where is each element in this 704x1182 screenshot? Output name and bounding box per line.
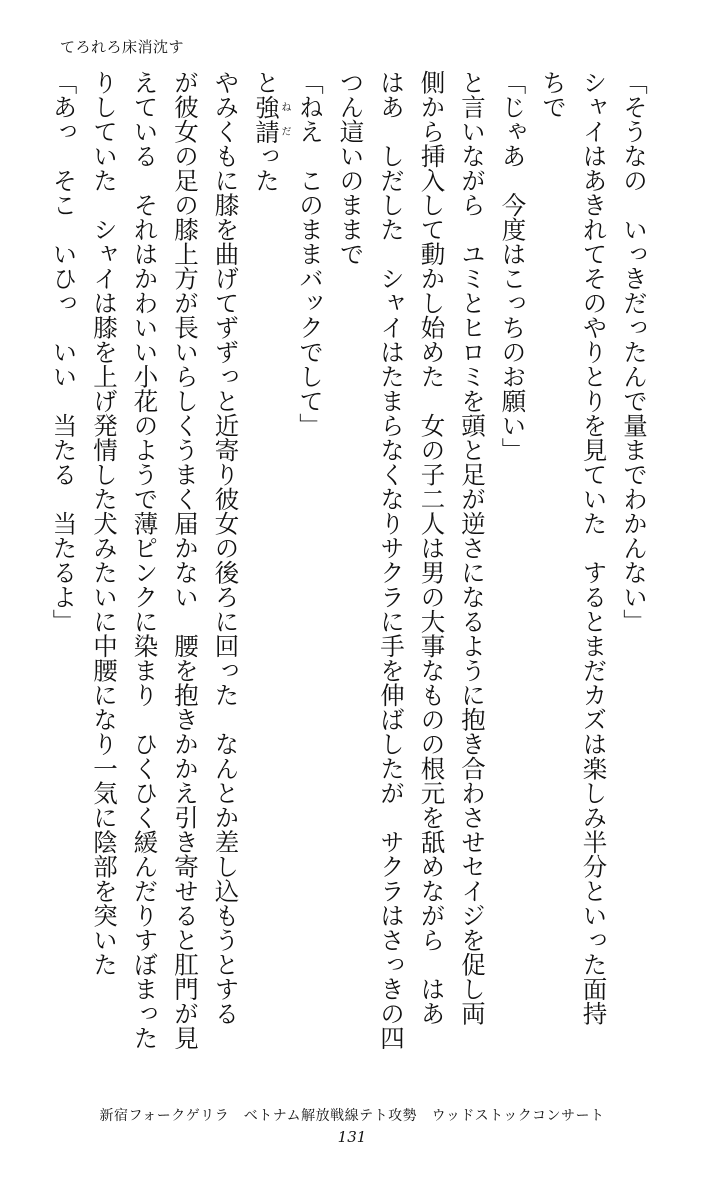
text-line: つん這いのままで: [336, 70, 366, 266]
text-line: 「そうなの いっきだったんで量までわかんない」: [620, 70, 649, 634]
text-line-ruby: [246, 70, 290, 1070]
text-line: りしていた シャイは膝を上げ発情した犬みたいに中腰になり一気に陰部を突いた: [90, 70, 119, 977]
running-head: てろれろ床消沈す: [60, 38, 185, 56]
page-number: 131: [337, 1128, 367, 1146]
running-foot: 新宿フォークゲリラ ベトナム解放戦線テト攻勢 ウッドストックコンサート: [99, 1108, 605, 1124]
text-line: えている それはかわいい小花のようで薄ピンクに染まり ひくひく緩んだりすぼまった: [130, 70, 160, 1050]
text-line: 「ねえ このままバックでして」: [296, 70, 325, 438]
text-line: やみくもに膝を曲げてずずっと近寄り彼女の後ろに回った なんとか差し込もうとする: [211, 70, 241, 1026]
ruby-suffix: った: [252, 143, 281, 193]
ruby-word: [252, 94, 290, 144]
ruby-reading: ねだ: [279, 94, 290, 144]
text-line: が彼女の足の膝上方が長いらしくうまく届かない 腰を抱きかかえ引き寄せると肛門が見: [171, 70, 200, 1050]
text-line: ちで: [539, 70, 568, 119]
ruby-prefix: と: [252, 70, 281, 95]
text-line: シャイはあきれてそのやりとりを見ていた するとまだカズは楽しみ半分といった面持: [579, 70, 609, 1026]
text-line: 「じゃあ 今度はこっちのお願い」: [498, 70, 528, 462]
ruby-base: 強請: [252, 94, 281, 144]
text-line: 「あっ そこ いひっ いい 当たる 当たるよ」: [49, 70, 79, 634]
text-line: と言いながら ユミとヒロミを頭と足が逆さになるように抱き合わさせセイジを促し両: [458, 70, 487, 1026]
body-text: [49, 70, 654, 1070]
text-line: はあ しだした シャイはたまらなくなりサクラに手を伸ばしたが サクラはさっきの四: [377, 70, 406, 1050]
text-line: 側から挿入して動かし始めた 女の子二人は男の大事なものの根元を舐めながら はあ: [417, 70, 447, 1026]
